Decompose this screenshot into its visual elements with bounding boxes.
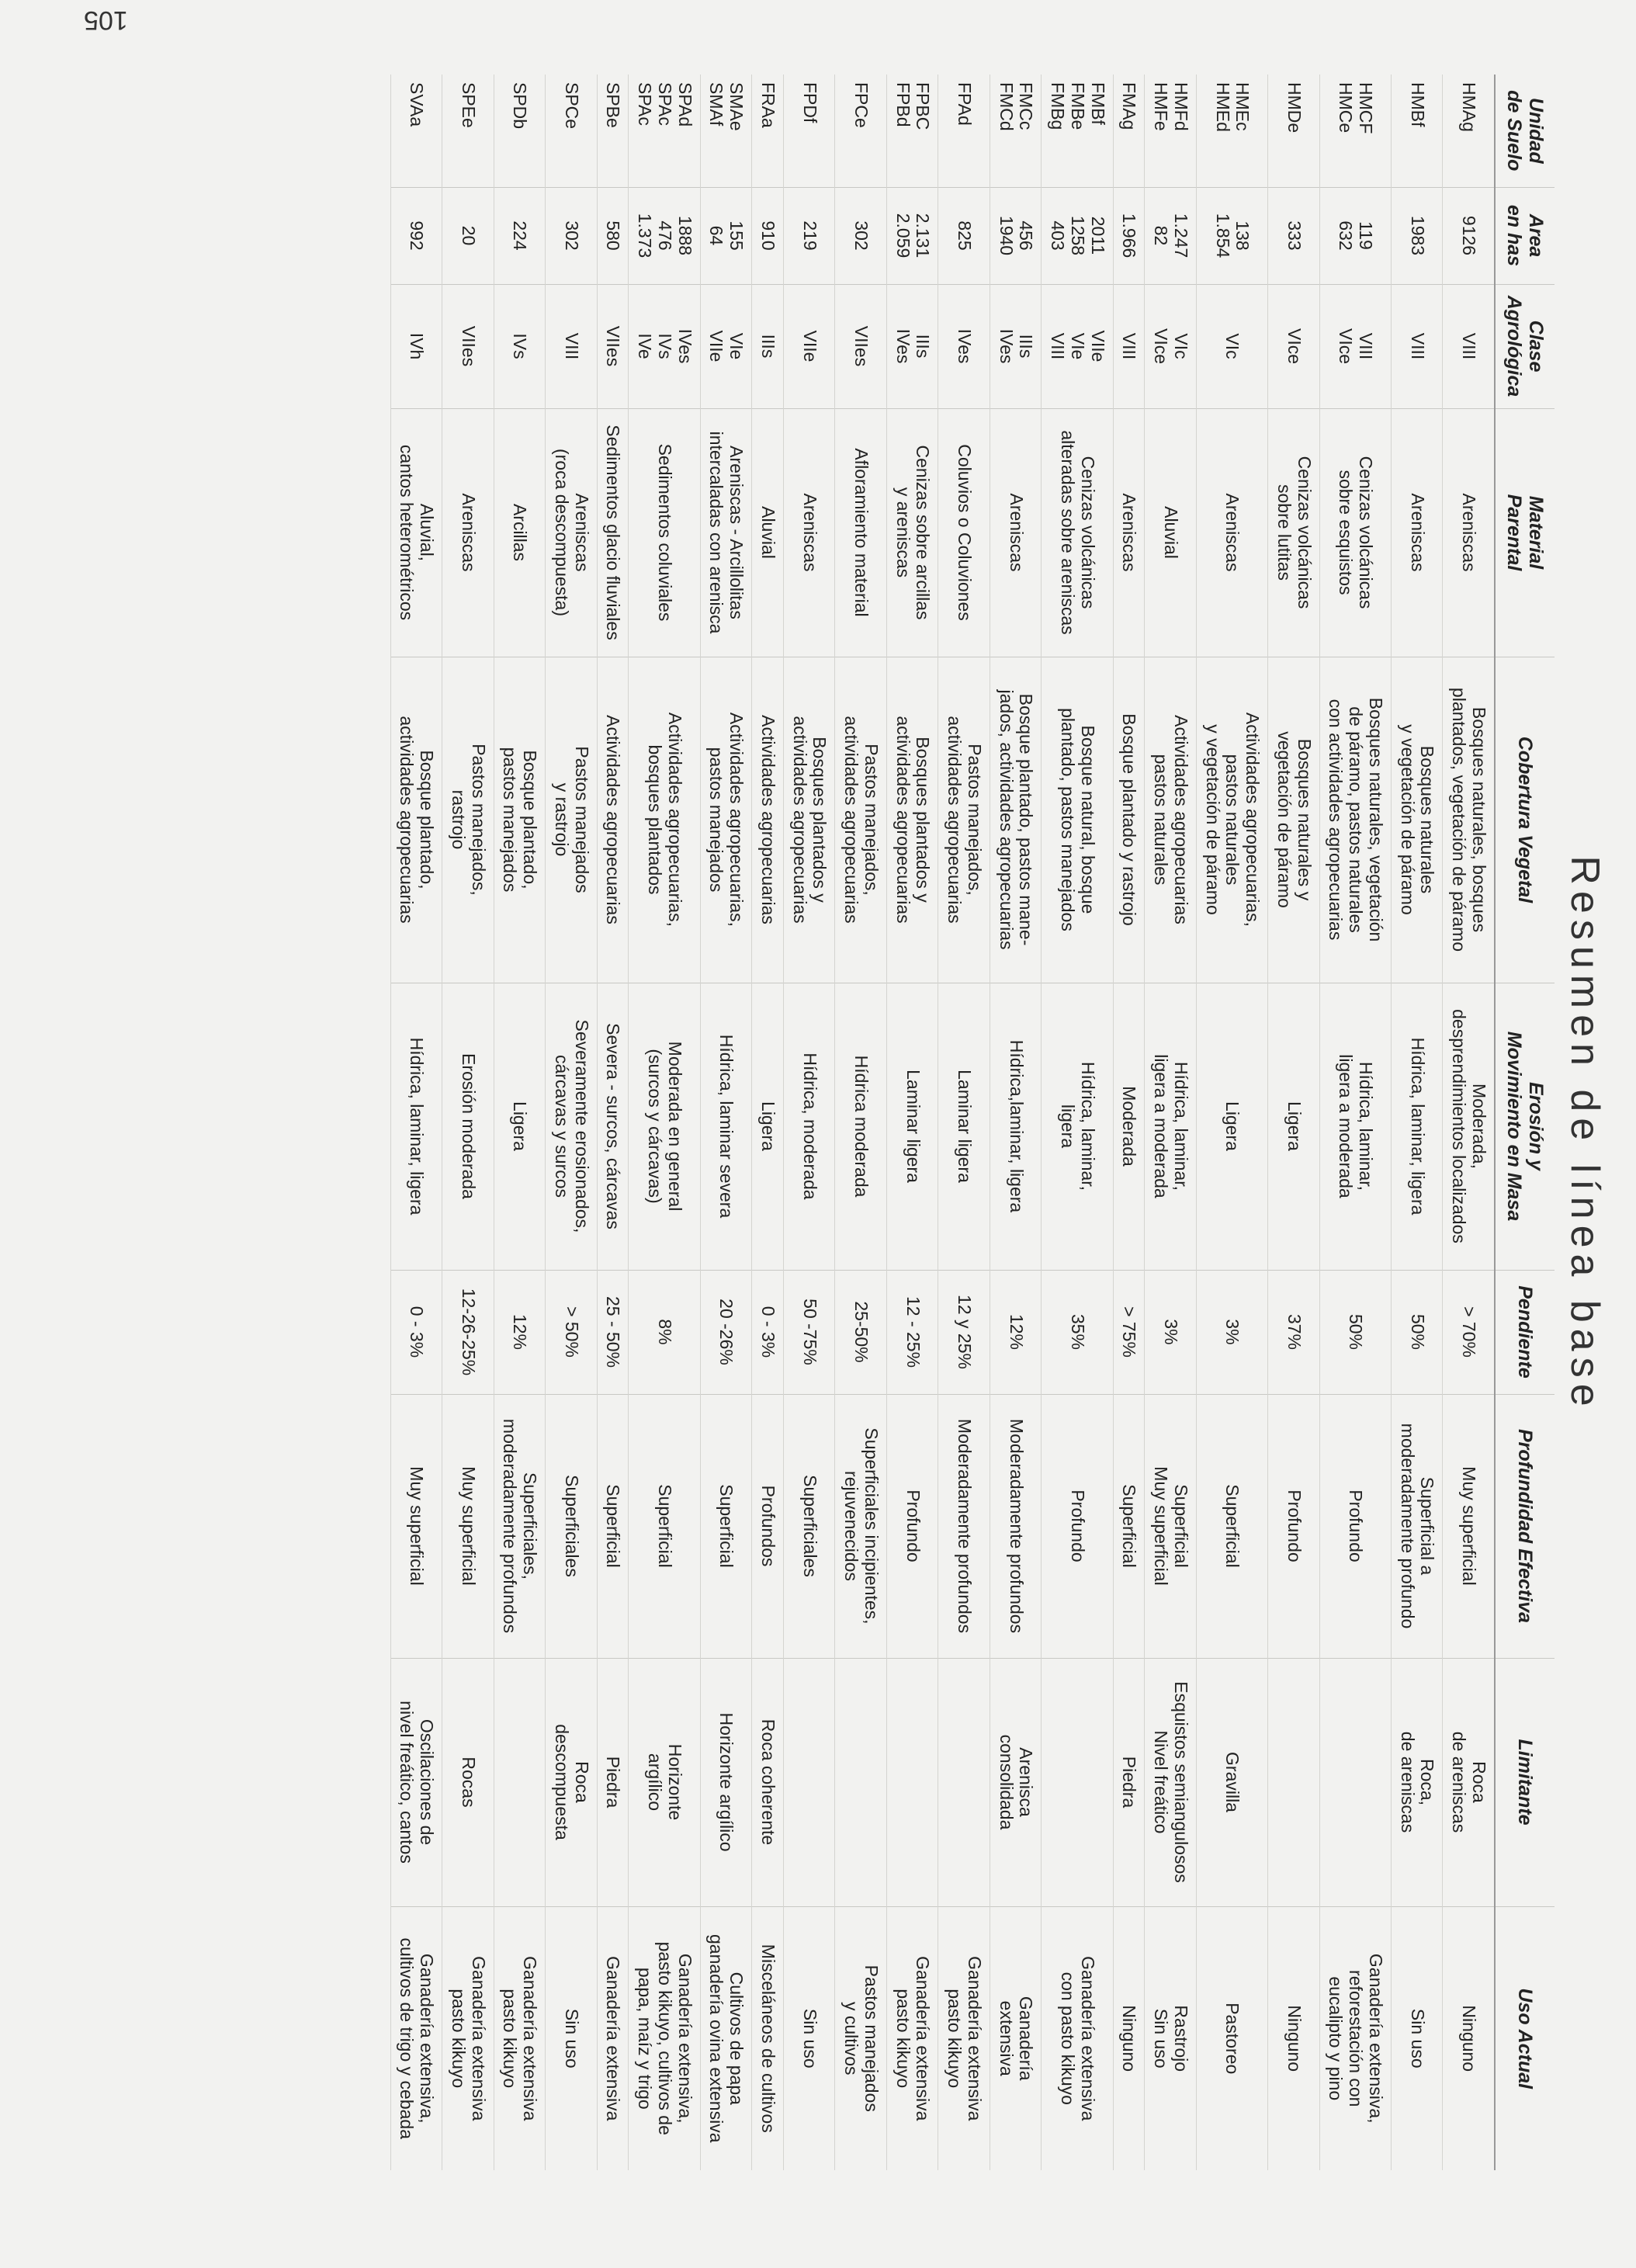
- column-header: Uso Actual: [1495, 1906, 1555, 2170]
- material-cell: Aluvial, cantos heterométricos: [390, 408, 442, 657]
- table-row: [1197, 75, 1268, 2170]
- area-cell: 825: [938, 187, 990, 284]
- limitante-cell: [494, 1658, 546, 1906]
- unit-cell: SPCe: [546, 75, 598, 187]
- profundidad-cell: Superficial: [597, 1394, 629, 1658]
- pendiente-cell: 20 -26%: [700, 1270, 752, 1394]
- clase-cell: VIII VIce: [1319, 284, 1391, 408]
- profundidad-cell: Superficial Muy superficial: [1145, 1394, 1197, 1658]
- unit-cell: FPBC FPBd: [887, 75, 939, 187]
- uso-cell: Ganadería extensiva, pasto kikuyo, cultivos de papa, maíz y trigo: [629, 1906, 700, 2170]
- cobertura-cell: Bosques naturales, bosques plantados, vegetación de páramo: [1443, 657, 1495, 983]
- limitante-cell: Esquistos semiangulosos Nivel freático: [1145, 1658, 1197, 1906]
- area-cell: 1.247 82: [1145, 187, 1197, 284]
- profundidad-cell: Superficial a moderadamente profundo: [1392, 1394, 1444, 1658]
- limitante-cell: Piedra: [1113, 1658, 1145, 1906]
- unit-cell: HMBf: [1392, 75, 1444, 187]
- limitante-cell: Roca descompuesta: [546, 1658, 598, 1906]
- area-cell: 1983: [1392, 187, 1444, 284]
- pendiente-cell: 50%: [1319, 1270, 1391, 1394]
- erosion-cell: Severa - surcos, cárcavas: [597, 983, 629, 1270]
- clase-cell: VIIes: [442, 284, 494, 408]
- column-header: Erosión y Movimiento en Masa: [1495, 983, 1555, 1270]
- unit-cell: HMDe: [1268, 75, 1320, 187]
- column-header: Profundidad Efectiva: [1495, 1394, 1555, 1658]
- uso-cell: Ganadería extensiva pasto kikuyo: [442, 1906, 494, 2170]
- cobertura-cell: Bosque natural, bosque plantado, pastos manejados: [1042, 657, 1113, 983]
- cobertura-cell: Actividades agropecuarias, pastos naturales y vegetación de páramo: [1197, 657, 1268, 983]
- limitante-cell: [938, 1658, 990, 1906]
- clase-cell: VIII: [1392, 284, 1444, 408]
- pendiente-cell: 12 y 25%: [938, 1270, 990, 1394]
- table-row: [887, 75, 939, 2170]
- uso-cell: Ganadería extensiva: [990, 1906, 1042, 2170]
- unit-cell: FPDf: [784, 75, 836, 187]
- material-cell: Areniscas: [442, 408, 494, 657]
- uso-cell: Sin uso: [1392, 1906, 1444, 2170]
- material-cell: Cenizas sobre arcillas y areniscas: [887, 408, 939, 657]
- pendiente-cell: 35%: [1042, 1270, 1113, 1394]
- unit-cell: FMBf FMBe FMBg: [1042, 75, 1113, 187]
- area-cell: 9126: [1443, 187, 1495, 284]
- erosion-cell: Laminar ligera: [938, 983, 990, 1270]
- area-cell: 155 64: [700, 187, 752, 284]
- material-cell: Areniscas: [1113, 408, 1145, 657]
- limitante-cell: [1268, 1658, 1320, 1906]
- erosion-cell: Ligera: [1268, 983, 1320, 1270]
- pendiente-cell: 12%: [494, 1270, 546, 1394]
- unit-cell: FPAd: [938, 75, 990, 187]
- clase-cell: VIII: [1113, 284, 1145, 408]
- pendiente-cell: 8%: [629, 1270, 700, 1394]
- column-header: Unidad de Suelo: [1495, 75, 1555, 187]
- area-cell: 302: [546, 187, 598, 284]
- cobertura-cell: Bosques naturales, vegetación de páramo, pastos naturales con actividades agropecuarias: [1319, 657, 1391, 983]
- limitante-cell: [784, 1658, 836, 1906]
- profundidad-cell: Superficial: [629, 1394, 700, 1658]
- table-row: [546, 75, 598, 2170]
- erosion-cell: Hídrica, laminar, ligera: [390, 983, 442, 1270]
- column-header: Limitante: [1495, 1658, 1555, 1906]
- erosion-cell: Hídrica, laminar, ligera: [1392, 983, 1444, 1270]
- material-cell: Areniscas: [990, 408, 1042, 657]
- erosion-cell: Hídrica, laminar, ligera a moderada: [1319, 983, 1391, 1270]
- clase-cell: IVes: [938, 284, 990, 408]
- pendiente-cell: 3%: [1197, 1270, 1268, 1394]
- limitante-cell: Arenisca consolidada: [990, 1658, 1042, 1906]
- erosion-cell: Erosión moderada: [442, 983, 494, 1270]
- pendiente-cell: 0 - 3%: [390, 1270, 442, 1394]
- erosion-cell: Moderada: [1113, 983, 1145, 1270]
- clase-cell: VIc VIce: [1145, 284, 1197, 408]
- area-cell: 1.966: [1113, 187, 1145, 284]
- cobertura-cell: Pastos manejados, actividades agropecuarias: [835, 657, 887, 983]
- erosion-cell: Moderada, desprendimientos localizados: [1443, 983, 1495, 1270]
- clase-cell: VIc: [1197, 284, 1268, 408]
- clase-cell: VIe VIIe: [700, 284, 752, 408]
- table-row: [597, 75, 629, 2170]
- profundidad-cell: Muy superficial: [1443, 1394, 1495, 1658]
- uso-cell: Pastos manejados y cultivos: [835, 1906, 887, 2170]
- table-row: [700, 75, 752, 2170]
- uso-cell: Ganadería extensiva: [597, 1906, 629, 2170]
- material-cell: Areniscas: [784, 408, 836, 657]
- unit-cell: FMAg: [1113, 75, 1145, 187]
- erosion-cell: Hídrica, laminar, ligera a moderada: [1145, 983, 1197, 1270]
- erosion-cell: Hídrica, laminar severa: [700, 983, 752, 1270]
- unit-cell: FPCe: [835, 75, 887, 187]
- limitante-cell: Gravilla: [1197, 1658, 1268, 1906]
- unit-cell: SPAd SPAc SPAc: [629, 75, 700, 187]
- profundidad-cell: Moderadamente profundos: [938, 1394, 990, 1658]
- cobertura-cell: Pastos manejados, actividades agropecuarias: [938, 657, 990, 983]
- erosion-cell: Moderada en general (surcos y cárcavas): [629, 983, 700, 1270]
- table-body: [390, 75, 1495, 2170]
- uso-cell: Ninguno: [1268, 1906, 1320, 2170]
- clase-cell: IVh: [390, 284, 442, 408]
- table-row: [1268, 75, 1320, 2170]
- table-row: [1145, 75, 1197, 2170]
- area-cell: 456 1940: [990, 187, 1042, 284]
- limitante-cell: [835, 1658, 887, 1906]
- erosion-cell: Severamente erosionados, cárcavas y surcos: [546, 983, 598, 1270]
- uso-cell: Cultivos de papa ganadería ovina extensiva: [700, 1906, 752, 2170]
- profundidad-cell: Superficial: [1197, 1394, 1268, 1658]
- unit-cell: HMAg: [1443, 75, 1495, 187]
- erosion-cell: Hídrica moderada: [835, 983, 887, 1270]
- profundidad-cell: Muy superficial: [442, 1394, 494, 1658]
- unit-cell: SPBe: [597, 75, 629, 187]
- unit-cell: SVAa: [390, 75, 442, 187]
- unit-cell: SMAe SMAf: [700, 75, 752, 187]
- pendiente-cell: 3%: [1145, 1270, 1197, 1394]
- profundidad-cell: Superficiales: [546, 1394, 598, 1658]
- area-cell: 992: [390, 187, 442, 284]
- column-header: Material Parental: [1495, 408, 1555, 657]
- profundidad-cell: Superficiales incipientes, rejuvenecidos: [835, 1394, 887, 1658]
- cobertura-cell: Bosques plantados y actividades agropecuarias: [887, 657, 939, 983]
- limitante-cell: Horizonte argílico: [629, 1658, 700, 1906]
- table-row: [835, 75, 887, 2170]
- material-cell: Afloramiento material: [835, 408, 887, 657]
- profundidad-cell: Profundo: [1319, 1394, 1391, 1658]
- unit-cell: FMCc FMCd: [990, 75, 1042, 187]
- limitante-cell: [1042, 1658, 1113, 1906]
- cobertura-cell: Bosques plantados y actividades agropecuarias: [784, 657, 836, 983]
- table-row: [1042, 75, 1113, 2170]
- pendiente-cell: 12 - 25%: [887, 1270, 939, 1394]
- material-cell: Aluvial: [1145, 408, 1197, 657]
- cobertura-cell: Actividades agropecuarias, pastos manejados: [700, 657, 752, 983]
- area-cell: 302: [835, 187, 887, 284]
- limitante-cell: Horizonte argílico: [700, 1658, 752, 1906]
- pendiente-cell: 50 -75%: [784, 1270, 836, 1394]
- limitante-cell: [887, 1658, 939, 1906]
- table-row: [390, 75, 442, 2170]
- column-header: Cobertura Vegetal: [1495, 657, 1555, 983]
- clase-cell: VIIes: [597, 284, 629, 408]
- cobertura-cell: Actividades agropecuarias: [752, 657, 784, 983]
- material-cell: Areniscas: [1392, 408, 1444, 657]
- summary-table: [390, 75, 1555, 2170]
- pendiente-cell: 50%: [1392, 1270, 1444, 1394]
- material-cell: Coluvios o Coluviones: [938, 408, 990, 657]
- page-number: 105: [84, 5, 128, 35]
- pendiente-cell: > 70%: [1443, 1270, 1495, 1394]
- cobertura-cell: Bosques naturales y vegetación de páramo: [1392, 657, 1444, 983]
- erosion-cell: Hídrica, moderada: [784, 983, 836, 1270]
- clase-cell: VIII: [546, 284, 598, 408]
- clase-cell: IIIs IVes: [887, 284, 939, 408]
- column-header: Pendiente: [1495, 1270, 1555, 1394]
- limitante-cell: Piedra: [597, 1658, 629, 1906]
- table-row: [752, 75, 784, 2170]
- uso-cell: Sin uso: [784, 1906, 836, 2170]
- cobertura-cell: Actividades agropecuarias pastos naturales: [1145, 657, 1197, 983]
- material-cell: Areniscas: [1197, 408, 1268, 657]
- uso-cell: Ganadería extensiva, cultivos de trigo y cebada: [390, 1906, 442, 2170]
- material-cell: Areniscas: [1443, 408, 1495, 657]
- clase-cell: VIIe VIe VIII: [1042, 284, 1113, 408]
- erosion-cell: Ligera: [1197, 983, 1268, 1270]
- material-cell: Cenizas volcánicas sobre lutitas: [1268, 408, 1320, 657]
- area-cell: 2011 1258 403: [1042, 187, 1113, 284]
- pendiente-cell: 37%: [1268, 1270, 1320, 1394]
- unit-cell: SPDb: [494, 75, 546, 187]
- table-row: [442, 75, 494, 2170]
- profundidad-cell: Superficial: [700, 1394, 752, 1658]
- uso-cell: Pastoreo: [1197, 1906, 1268, 2170]
- profundidad-cell: Profundos: [752, 1394, 784, 1658]
- table-header-row: [1495, 75, 1555, 2170]
- material-cell: Sedimentos glacio fluviales: [597, 408, 629, 657]
- erosion-cell: Ligera: [494, 983, 546, 1270]
- uso-cell: Ganadería extensiva pasto kikuyo: [938, 1906, 990, 2170]
- area-cell: 1888 476 1.373: [629, 187, 700, 284]
- uso-cell: Ganadería extensiva, reforestación con eucalipto y pino: [1319, 1906, 1391, 2170]
- erosion-cell: Ligera: [752, 983, 784, 1270]
- area-cell: 219: [784, 187, 836, 284]
- clase-cell: VIIe: [784, 284, 836, 408]
- erosion-cell: Hídrica,laminar, ligera: [990, 983, 1042, 1270]
- cobertura-cell: Actividades agropecuarias, bosques plantados: [629, 657, 700, 983]
- erosion-cell: Laminar ligera: [887, 983, 939, 1270]
- profundidad-cell: Muy superficial: [390, 1394, 442, 1658]
- material-cell: Areniscas - Arcillolitas intercaladas con arenisca: [700, 408, 752, 657]
- profundidad-cell: Superficiales: [784, 1394, 836, 1658]
- area-cell: 2.131 2.059: [887, 187, 939, 284]
- limitante-cell: Roca de areniscas: [1443, 1658, 1495, 1906]
- table-row: [990, 75, 1042, 2170]
- table-row: [784, 75, 836, 2170]
- area-cell: 333: [1268, 187, 1320, 284]
- table-row: [1113, 75, 1145, 2170]
- limitante-cell: Rocas: [442, 1658, 494, 1906]
- clase-cell: IIIs: [752, 284, 784, 408]
- pendiente-cell: > 50%: [546, 1270, 598, 1394]
- pendiente-cell: 12%: [990, 1270, 1042, 1394]
- pendiente-cell: 25 - 50%: [597, 1270, 629, 1394]
- cobertura-cell: Bosque plantado, actividades agropecuarias: [390, 657, 442, 983]
- area-cell: 580: [597, 187, 629, 284]
- table-row: [494, 75, 546, 2170]
- material-cell: Areniscas (roca descompuesta): [546, 408, 598, 657]
- area-cell: 138 1.854: [1197, 187, 1268, 284]
- uso-cell: Sin uso: [546, 1906, 598, 2170]
- area-cell: 910: [752, 187, 784, 284]
- table-row: [1443, 75, 1495, 2170]
- erosion-cell: Hídrica, laminar, ligera: [1042, 983, 1113, 1270]
- table-row: [1392, 75, 1444, 2170]
- profundidad-cell: Superficial: [1113, 1394, 1145, 1658]
- uso-cell: Ganadería extensiva con pasto kikuyo: [1042, 1906, 1113, 2170]
- uso-cell: Ninguno: [1443, 1906, 1495, 2170]
- profundidad-cell: Profundo: [1268, 1394, 1320, 1658]
- unit-cell: HMCF HMCe: [1319, 75, 1391, 187]
- column-header: Clase Agrológica: [1495, 284, 1555, 408]
- clase-cell: IIIs IVes: [990, 284, 1042, 408]
- table-row: [938, 75, 990, 2170]
- pendiente-cell: > 75%: [1113, 1270, 1145, 1394]
- area-cell: 224: [494, 187, 546, 284]
- column-header: Area en has: [1495, 187, 1555, 284]
- clase-cell: VIII: [1443, 284, 1495, 408]
- material-cell: Cenizas volcánicas sobre esquistos: [1319, 408, 1391, 657]
- uso-cell: Ganadería extensiva pasto kikuyo: [494, 1906, 546, 2170]
- pendiente-cell: 25-50%: [835, 1270, 887, 1394]
- cobertura-cell: Actividades agropecuarias: [597, 657, 629, 983]
- table-row: [1319, 75, 1391, 2170]
- clase-cell: VIIes: [835, 284, 887, 408]
- cobertura-cell: Bosque plantado, pastos manejados: [494, 657, 546, 983]
- pendiente-cell: 12-26-25%: [442, 1270, 494, 1394]
- page-title: Resumen de línea base: [1562, 855, 1607, 1413]
- limitante-cell: Roca coherente: [752, 1658, 784, 1906]
- unit-cell: FRAa: [752, 75, 784, 187]
- clase-cell: VIce: [1268, 284, 1320, 408]
- area-cell: 119 632: [1319, 187, 1391, 284]
- uso-cell: Rastrojo Sin uso: [1145, 1906, 1197, 2170]
- limitante-cell: Roca, de areniscas: [1392, 1658, 1444, 1906]
- cobertura-cell: Bosques naturales y vegetación de páramo: [1268, 657, 1320, 983]
- unit-cell: HMFd HMFe: [1145, 75, 1197, 187]
- cobertura-cell: Bosque plantado y rastrojo: [1113, 657, 1145, 983]
- uso-cell: Ganadería extensiva pasto kikuyo: [887, 1906, 939, 2170]
- clase-cell: IVes IVs IVe: [629, 284, 700, 408]
- cobertura-cell: Bosque plantado, pastos mane- jados, actividades agropecuarias: [990, 657, 1042, 983]
- limitante-cell: Oscilaciones de nivel freático, cantos: [390, 1658, 442, 1906]
- material-cell: Arcillas: [494, 408, 546, 657]
- cobertura-cell: Pastos manejados y rastrojo: [546, 657, 598, 983]
- unit-cell: HMEc HMEd: [1197, 75, 1268, 187]
- profundidad-cell: Profundo: [887, 1394, 939, 1658]
- table-row: [629, 75, 700, 2170]
- profundidad-cell: Superficiales, moderadamente profundos: [494, 1394, 546, 1658]
- material-cell: Cenizas volcánicas alteradas sobre areniscas: [1042, 408, 1113, 657]
- profundidad-cell: Profundo: [1042, 1394, 1113, 1658]
- pendiente-cell: 0 - 3%: [752, 1270, 784, 1394]
- uso-cell: Ninguno: [1113, 1906, 1145, 2170]
- unit-cell: SPEe: [442, 75, 494, 187]
- profundidad-cell: Moderadamente profundos: [990, 1394, 1042, 1658]
- material-cell: Sedimentos coluviales: [629, 408, 700, 657]
- clase-cell: IVs: [494, 284, 546, 408]
- cobertura-cell: Pastos manejados, rastrojo: [442, 657, 494, 983]
- area-cell: 20: [442, 187, 494, 284]
- uso-cell: Misceláneos de cultivos: [752, 1906, 784, 2170]
- limitante-cell: [1319, 1658, 1391, 1906]
- material-cell: Aluvial: [752, 408, 784, 657]
